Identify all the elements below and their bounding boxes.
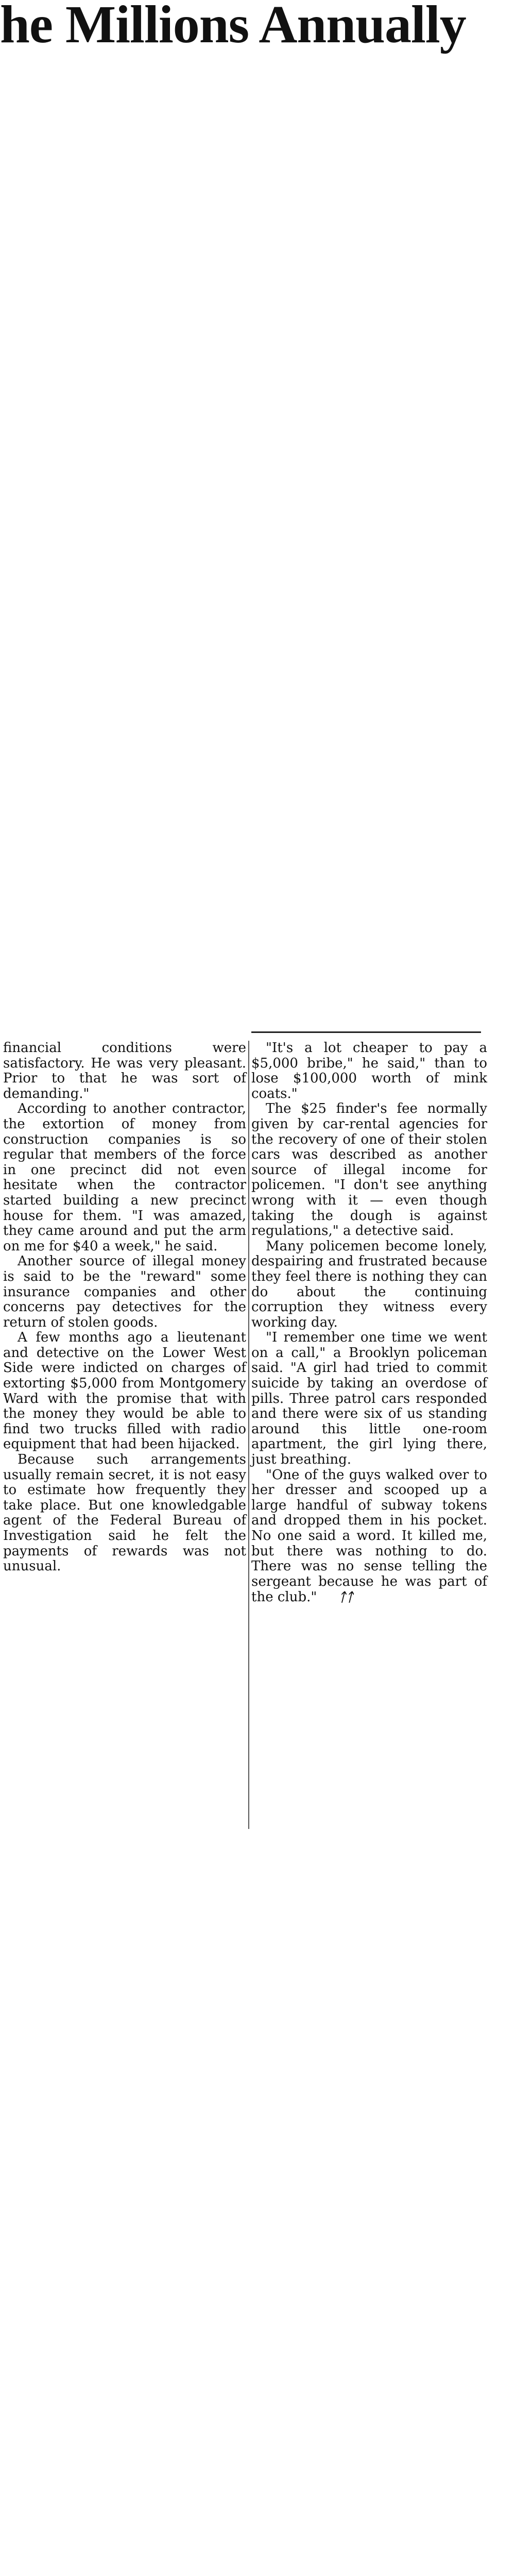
article-column-right [251, 1041, 487, 1605]
article-paragraph: Many policemen become lonely, despairing and frustrated because they feel there is nothing they can do about the continuing corruption they witness every working day. [251, 1238, 487, 1330]
article-paragraph: Another source of illegal money is said to be the "reward" some insurance companies and other concerns pay detectives for the return of stolen goods. [3, 1253, 246, 1330]
article-paragraph: financial conditions were satisfactory. He was very pleasant. Prior to that he was sort of demanding." [3, 1040, 246, 1101]
article-paragraph: The $25 finder's fee normally given by car-rental agencies for the recovery of one of their stolen cars was described as another source of illegal income for policemen. "I don't see anything wrong with it — even though taking the dough is against regulations," a detective said. [251, 1101, 487, 1239]
column-top-rule [251, 1031, 481, 1033]
end-mark: ᛏᛏ [338, 1589, 354, 1605]
article-paragraph: Because such arrangements usually remain secret, it is not easy to estimate how frequently they take place. But one knowledgable agent of the Federal Bureau of Investigation said he felt the payments of rewards was not unusual. [3, 1452, 246, 1574]
article-paragraph-text: "One of the guys walked over to her dresser and scooped up a large handful of subway tokens and dropped them in his pocket. No one said a word. It killed me, but there was nothing to do. There was no sense telling the sergeant because he was part of the club." [251, 1467, 487, 1605]
article-column-left [3, 1041, 246, 1574]
article-paragraph: A few months ago a lieutenant and detective on the Lower West Side were indicted on charges of extorting $5,000 from Montgomery Ward with the promise that with the money they would be able to find two trucks filled with radio equipment that had been hijacked. [3, 1330, 246, 1452]
article-paragraph [251, 1468, 487, 1605]
article-paragraph: "It's a lot cheaper to pay a $5,000 bribe," he said," than to lose $100,000 worth of mink coats." [251, 1040, 487, 1101]
article-paragraph: "I remember one time we went on a call," a Brooklyn policeman said. "A girl had tried to commit suicide by taking an overdose of pills. Three patrol cars responded and there were six of us standing around this little one-room apartment, the girl lying there, just breathing. [251, 1330, 487, 1468]
article-paragraph: According to another contractor, the extortion of money from construction companies is so regular that members of the force in one precinct did not even hesitate when the contractor started building a new precinct house for them. "I was amazed, they came around and put the arm on me for $40 a week," he said. [3, 1101, 246, 1254]
headline: he Millions Annually [0, 0, 466, 54]
column-divider [248, 1041, 249, 1829]
